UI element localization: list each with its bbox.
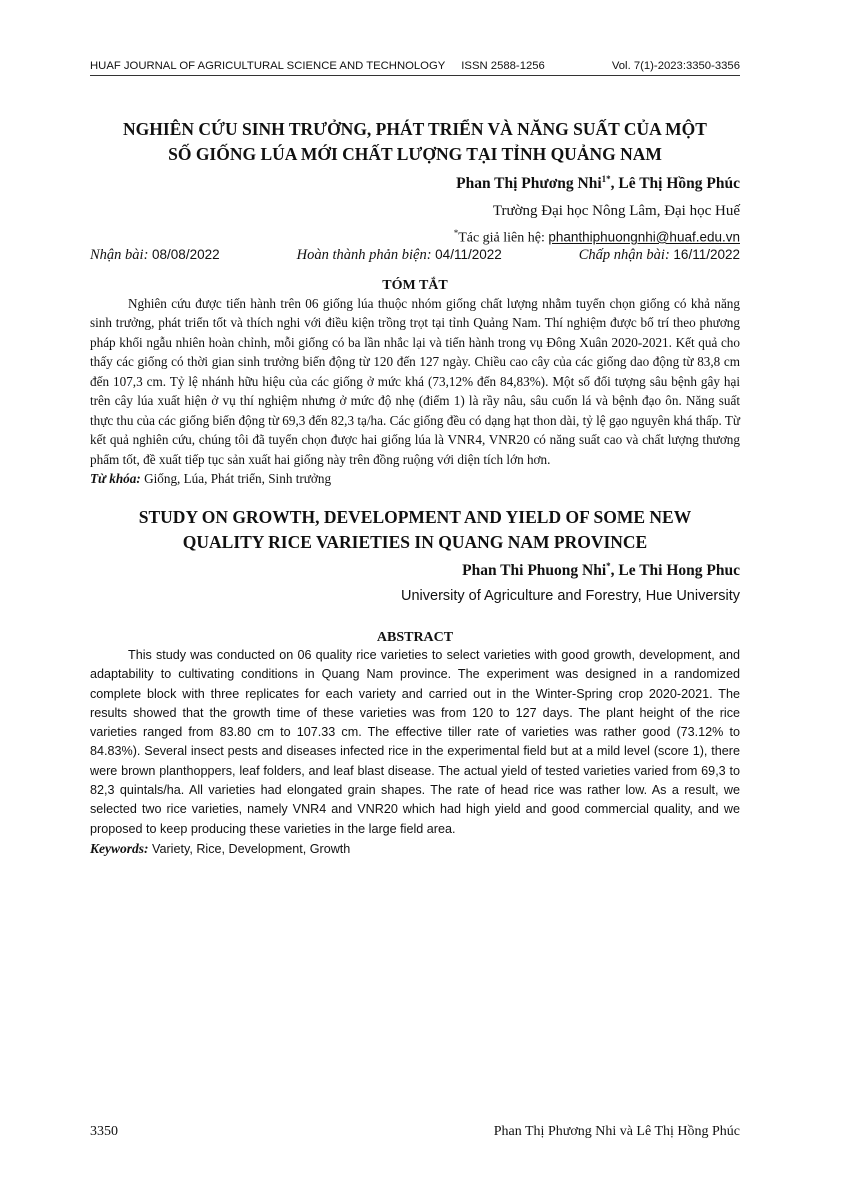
en-title-line: STUDY ON GROWTH, DEVELOPMENT AND YIELD OF SOME NEW (138, 506, 692, 527)
accepted-date (579, 247, 740, 264)
vi-authors (90, 174, 740, 193)
keywords-list: Variety, Rice, Development, Growth (152, 841, 351, 856)
issn: ISSN 2588-1256 (461, 60, 545, 72)
en-title-line: QUALITY RICE VARIETIES IN QUANG NAM PROVINCE (182, 531, 648, 552)
running-header (90, 60, 740, 76)
vi-abstract-text: Nghiên cứu được tiến hành trên 06 giống lúa thuộc nhóm giống chất lượng nhằm tuyển chọn giống có khả năng sinh trưởng, phát triển tốt và thích nghi với điều kiện trồng trọt tại tỉnh Quảng Nam. Thí nghiệm được bố trí theo phương pháp khối ngẫu nhiên hoàn chỉnh, mỗi giống có ba lần nhắc lại và tiến hành trong vụ Đông Xuân 2020-2021. Kết quả cho thấy các giống có thời gian sinh trưởng biến động từ 120 đến 127 ngày. Chiều cao cây của các giống dao động từ 83,8 cm đến 107,3 cm. Tỷ lệ nhánh hữu hiệu của các giống ở mức khá (73,12% đến 84,83%). Một số đối tượng sâu bệnh gây hại trên cây lúa xuất hiện ở vụ thí nghiệm nhưng ở mức độ nhẹ (điểm 1) là rầy nâu, sâu cuốn lá và bệnh đạo ôn. Năng suất thực thu của các giống biến động từ 69,3 đến 82,3 tạ/ha. Các giống đều có dạng hạt thon dài, tỷ lệ gạo nguyên khá thấp. Từ kết quả nghiên cứu, chúng tôi đã tuyển chọn được hai giống lúa là VNR4, VNR20 có năng suất cao và chất lượng thương phẩm tốt, đề xuất tiếp tục sản xuất hai giống này trên đồng ruộng với diện tích lớn hơn. (90, 295, 741, 467)
en-title (90, 505, 740, 555)
en-keywords (90, 839, 740, 859)
vi-affiliation: Trường Đại học Nông Lâm, Đại học Huế (492, 203, 740, 220)
received-value: 08/08/2022 (152, 246, 220, 262)
contact-mark: * (453, 228, 459, 239)
author-name: Lê Thị Hồng Phúc (618, 175, 740, 193)
author-name: Phan Thị Phương Nhi (456, 175, 602, 193)
author-separator: , (610, 175, 619, 193)
journal-name: HUAF JOURNAL OF AGRICULTURAL SCIENCE AND TECHNOLOGY (90, 60, 446, 72)
received-label: Nhận bài: (90, 246, 149, 263)
revised-value: 04/11/2022 (435, 246, 502, 262)
submission-dates (90, 247, 740, 264)
author-name: Phan Thi Phuong Nhi (462, 561, 607, 579)
vi-title (84, 117, 746, 167)
vi-title-line: NGHIÊN CỨU SINH TRƯỞNG, PHÁT TRIỂN VÀ NĂNG SUẤT CỦA MỘT (123, 119, 707, 139)
email-link[interactable]: phanthiphuongnhi@huaf.edu.vn (548, 229, 740, 245)
accepted-label: Chấp nhận bài: (578, 246, 670, 263)
keywords-label: Từ khóa: (90, 471, 141, 487)
page-number: 3350 (90, 1124, 118, 1139)
author-separator: , (610, 561, 619, 579)
accepted-value: 16/11/2022 (673, 246, 740, 262)
keywords-label: Keywords: (90, 840, 149, 856)
paper-page (90, 60, 740, 859)
vi-title-line: SỐ GIỐNG LÚA MỚI CHẤT LƯỢNG TẠI TỈNH QUẢNG NAM (168, 144, 662, 164)
en-abstract-text: This study was conducted on 06 quality rice varieties to select varieties with good growth, development, and adaptability to cultivating conditions in Quang Nam province. The experiment was designed in a randomized complete block with three replicates for each variety and carried out in the Winter-Spring crop 2020-2021. The results showed that the growth time of these varieties was from 120 to 127 days. The plant height of the rice varieties ranged from 83.80 cm to 107.33 cm. The effective tiller rate of varieties was rather good (73.12% to 84.83%). Several insect pests and diseases infected rice in the experimental field but at a mild level (score 1), there were brown planthoppers, leaf folders, and leaf blast disease. The actual yield of tested varieties varied from 69,3 to 82,3 quintals/ha. All varieties had elongated grain shapes. The rate of head rice was rather low. As a result, we selected two rice varieties, namely VNR4 and VNR20 which had high yield and good commercial quality, and we proposed to keep producing these varieties in the large field area. (90, 647, 740, 836)
volume-info: Vol. 7(1)-2023:3350-3356 (611, 60, 740, 72)
revised-label: Hoàn thành phản biện: (296, 246, 432, 263)
author-mark: * (606, 560, 611, 571)
revised-date (297, 247, 502, 264)
corresponding-author (90, 228, 740, 247)
page-footer (90, 1124, 740, 1140)
contact-label: Tác giả liên hệ: (458, 230, 549, 246)
en-authors (90, 561, 740, 580)
en-affiliation: University of Agriculture and Forestry, Hue University (401, 587, 740, 604)
vi-keywords (90, 469, 740, 489)
keywords-list: Giống, Lúa, Phát triển, Sinh trưởng (144, 471, 332, 487)
en-abstract-heading: ABSTRACT (376, 629, 454, 645)
footer-authors: Phan Thị Phương Nhi và Lê Thị Hồng Phúc (493, 1124, 740, 1139)
author-mark: 1* (601, 174, 611, 184)
received-date (90, 247, 220, 264)
author-name: Le Thi Hong Phuc (618, 561, 740, 579)
vi-abstract-heading: TÓM TẮT (382, 277, 448, 293)
